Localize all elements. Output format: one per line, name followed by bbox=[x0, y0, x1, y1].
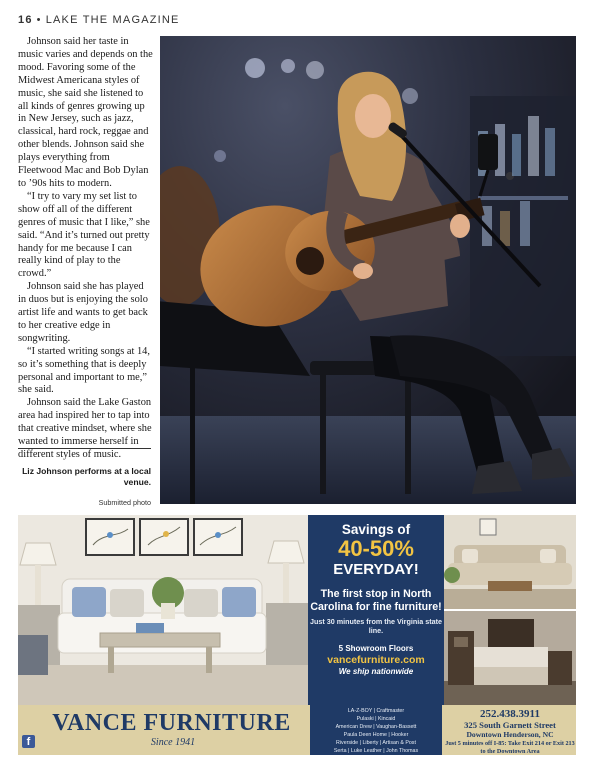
article-paragraph: Johnson said her taste in music varies and depends on the mood. Favoring some of the Midwest Americana styles of music, she said she listened to all kinds of genres growing up in New Jersey, such as jazz, classical, hard rock, reggae and other blends. Johnson said she plays everything from Fleetwood Mac and Bob Dylan to ’90s hits to modern. bbox=[18, 36, 153, 189]
vance-furniture-ad bbox=[18, 515, 576, 755]
brands-line: LA-Z-BOY | Craftmaster bbox=[347, 708, 405, 714]
brand-name: VANCE FURNITURE bbox=[52, 710, 291, 736]
performer-photo bbox=[160, 36, 576, 504]
directions-text: Just 5 minutes off I-85: Take Exit 214 or Exit 213 to the Downtown Area bbox=[445, 740, 575, 755]
everyday-text: EVERYDAY! bbox=[333, 561, 419, 578]
street-address: 325 South Garnett Street bbox=[464, 720, 556, 730]
living-room-illustration bbox=[18, 515, 308, 705]
showroom-text: 5 Showroom Floors bbox=[338, 644, 414, 653]
brands-line: Serta | Luke Leather | John Thomas bbox=[333, 748, 419, 754]
brand-since: Since 1941 bbox=[150, 737, 196, 748]
page-folio bbox=[18, 14, 180, 26]
phone-number: 252.438.3911 bbox=[480, 708, 540, 720]
photo-credit: Submitted photo bbox=[98, 498, 151, 507]
savings-percent: 40-50% bbox=[338, 536, 414, 561]
contact-block bbox=[444, 705, 576, 755]
facebook-icon: f bbox=[22, 735, 35, 748]
first-stop-text: The first stop in North Carolina for fine furniture! bbox=[310, 588, 442, 613]
article-paragraph: Johnson said she has played in duos but is enjoying the solo artist life and wants to get back to her creative edge in songwriting. bbox=[18, 281, 148, 344]
brands-line: Pulaski | Kincaid bbox=[356, 716, 396, 722]
savings-of-text: Savings of bbox=[341, 522, 411, 537]
bedroom-photo bbox=[444, 611, 576, 705]
performer-illustration bbox=[160, 36, 576, 504]
shipping-text: We ship nationwide bbox=[338, 667, 414, 676]
living-room-photo bbox=[18, 515, 308, 705]
brands-line: Riverside | Liberty | Artisan & Post bbox=[336, 740, 416, 746]
folio-separator: • bbox=[36, 14, 42, 26]
sectional-photo bbox=[444, 515, 576, 609]
bedroom-illustration bbox=[444, 611, 576, 705]
brands-list bbox=[310, 705, 442, 755]
brands-line: Paula Deen Home | Hooker bbox=[343, 732, 409, 738]
photo-caption: Liz Johnson performs at a local venue. bbox=[22, 466, 151, 487]
website-text: vancefurniture.com bbox=[327, 654, 425, 666]
article-paragraph: Johnson said the Lake Gaston area had inspired her to tap into that creative mindset, where she wanted to immerse herself in different styles of music. bbox=[18, 397, 152, 460]
page-number: 16 bbox=[18, 14, 33, 26]
article-paragraph: “I started writing songs at 14, so it’s something that is deeply personal and important to me,” she said. bbox=[18, 345, 150, 396]
ad-promo-panel bbox=[308, 515, 444, 705]
magazine-name: LAKE THE MAGAZINE bbox=[45, 14, 180, 26]
article-paragraph: “I try to vary my set list to show off all of the different genres of music that I like,” she said. “And it’s turned out pretty handy for me because I can really kind of play to the crowd.” bbox=[18, 190, 150, 280]
distance-text: Just 30 minutes from the Virginia state line. bbox=[309, 617, 443, 635]
caption-rule bbox=[18, 448, 151, 449]
article-column bbox=[18, 36, 153, 462]
brands-line: American Drew | Vaughan-Bassett bbox=[335, 724, 417, 730]
city-state: Downtown Henderson, NC bbox=[466, 730, 554, 739]
sectional-illustration bbox=[444, 515, 576, 609]
